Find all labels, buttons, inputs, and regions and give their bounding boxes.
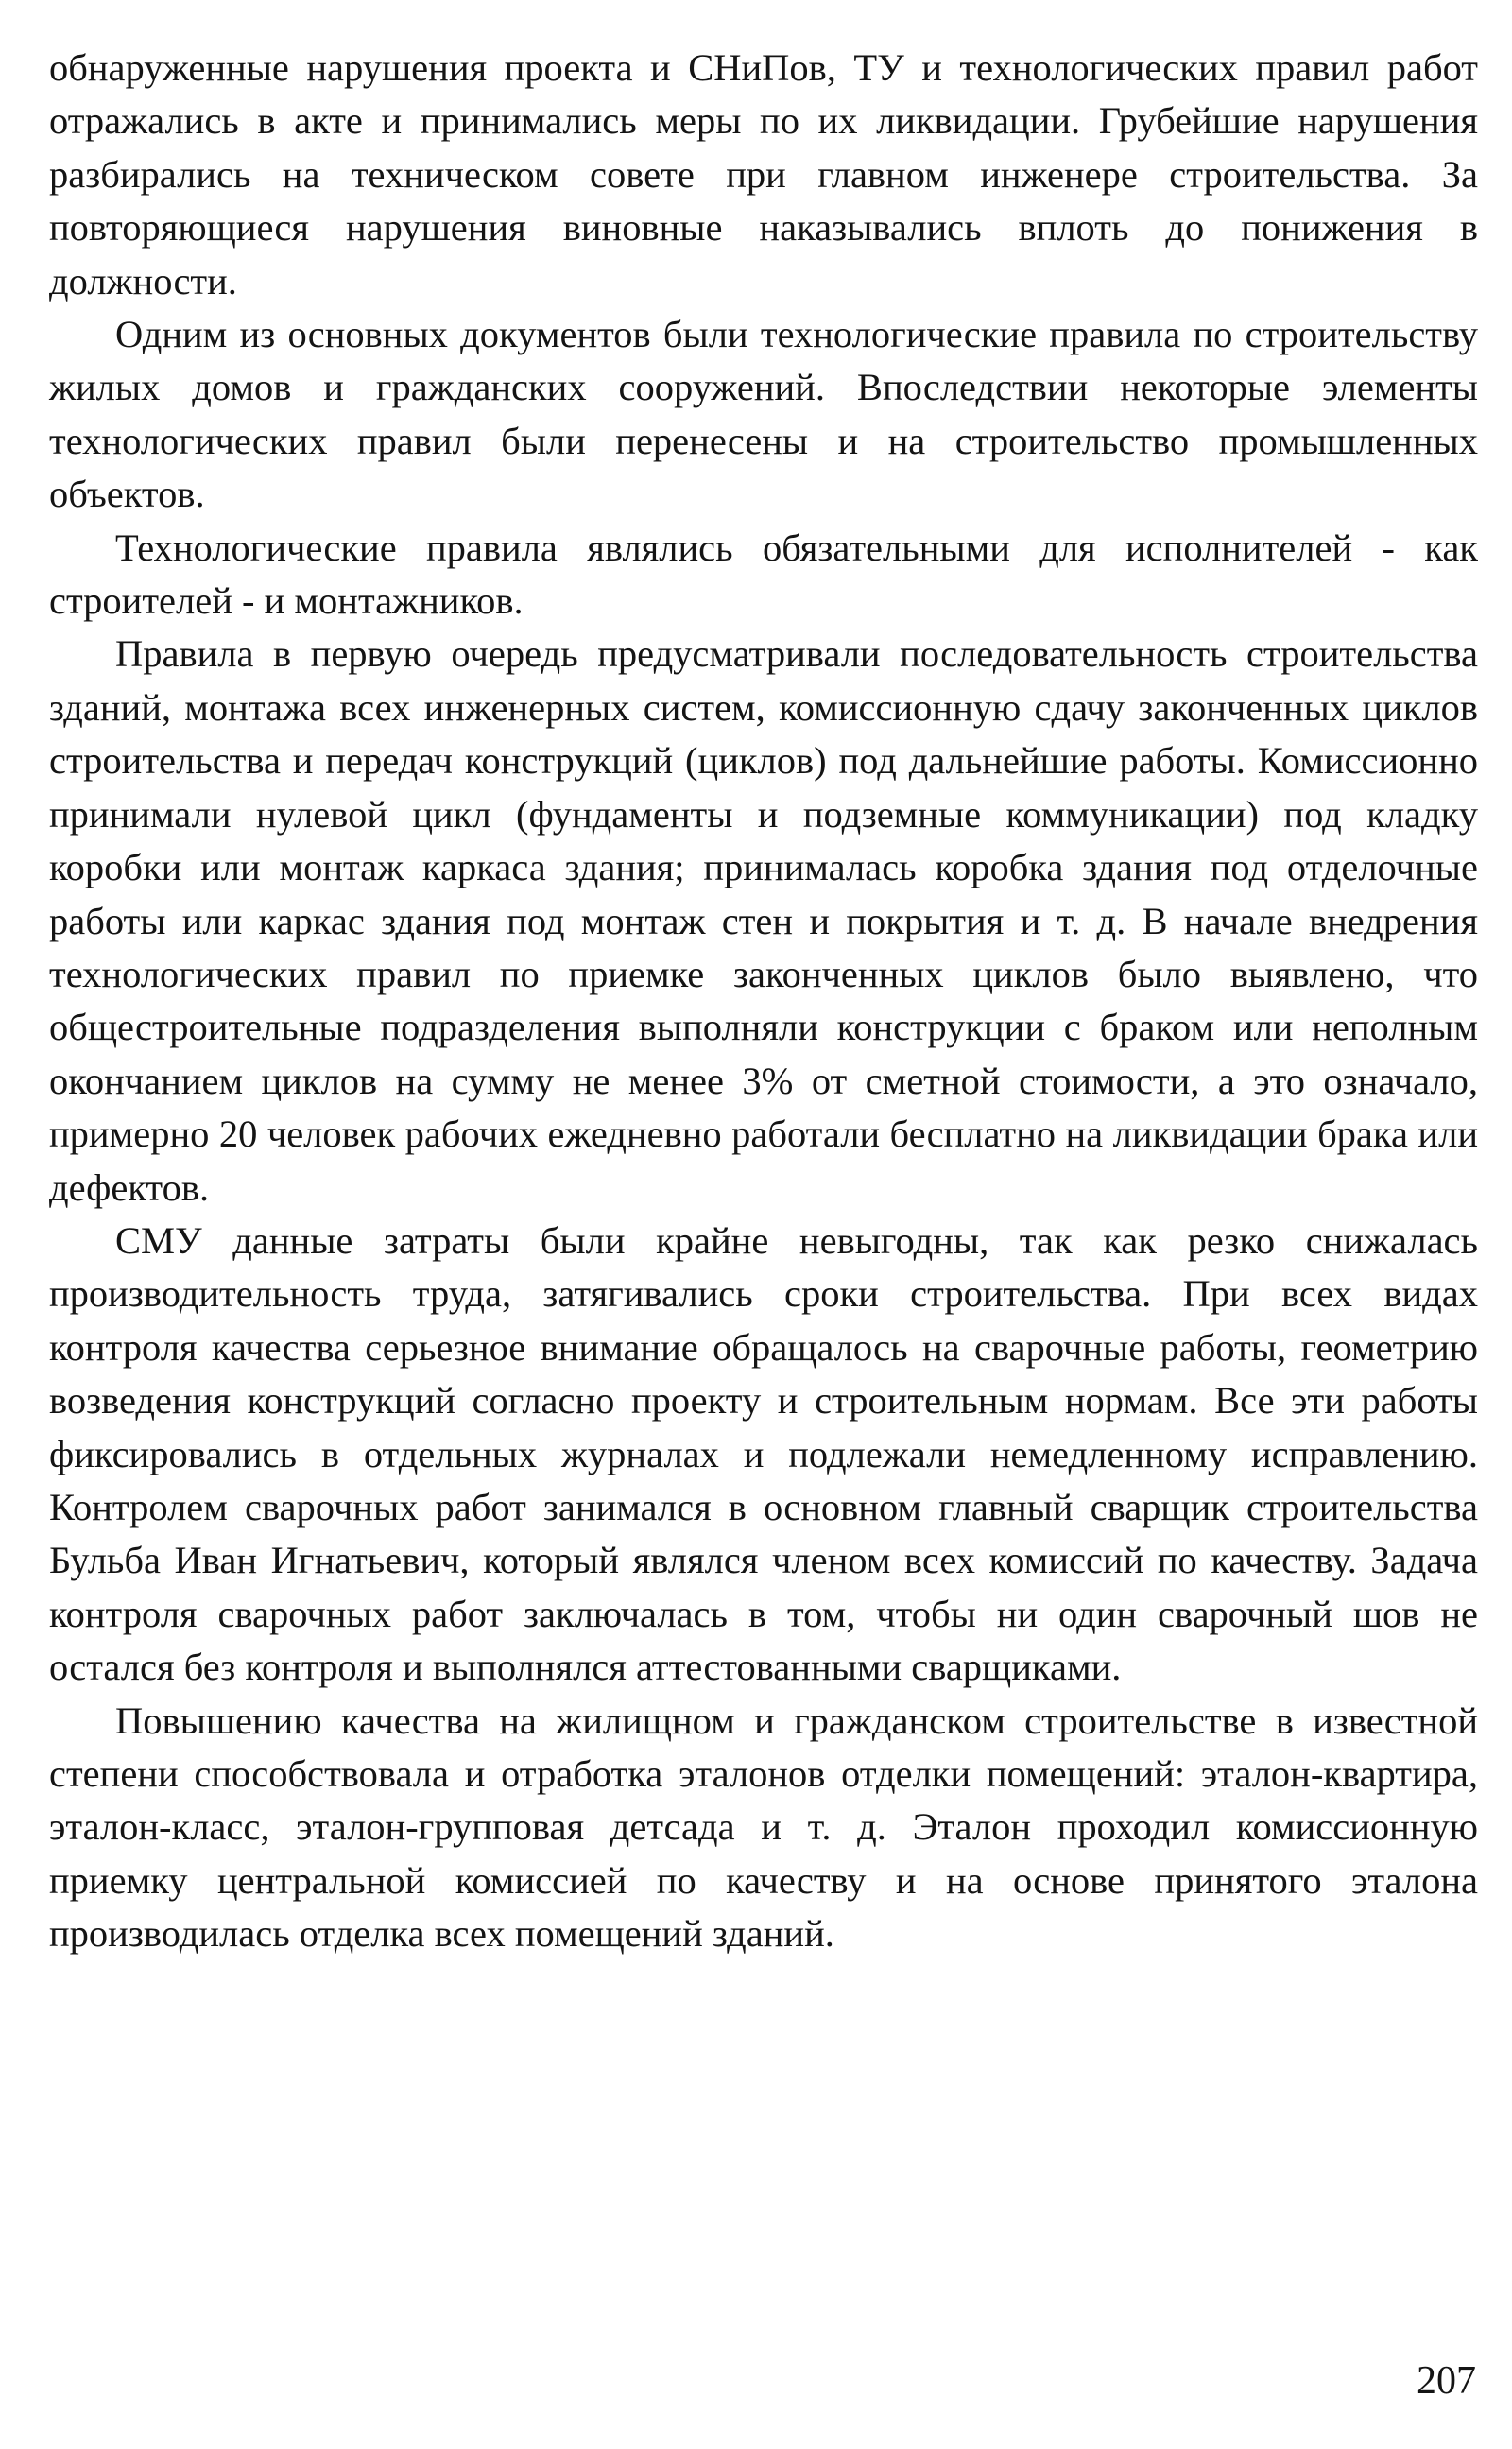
- paragraph-4: Правила в первую очередь предусматривали последовательность строительства зданий, монтажа всех инженерных систем, комиссионную сдачу законченных циклов строительства и передач конструкций (циклов) под дальнейшие работы. Комиссионно принимали нулевой цикл (фундаменты и подземные коммуникации) под кладку коробки или монтаж каркаса здания; принималась коробка здания под отделочные работы или каркас здания под монтаж стен и покрытия и т. д. В начале внедрения технологических правил по приемке законченных циклов было выявлено, что общестроительные подразделения выполняли конструкции с браком или неполным окончанием циклов на сумму не менее 3% от сметной стоимости, а это означало, примерно 20 человек рабочих ежедневно работали бесплатно на ликвидации брака или дефектов.: [49, 632, 1478, 1209]
- page-number: 207: [1417, 2359, 1476, 2403]
- paragraph-5: СМУ данные затраты были крайне невыгодны, так как резко снижалась производительность труда, затягивались сроки строительства. При всех видах контроля качества серьезное внимание обращалось на сварочные работы, геометрию возведения конструкций согласно проекту и строительным нормам. Все эти работы фиксировались в отдельных журналах и подлежали немедленному исправлению. Контролем сварочных работ занимался в основном главный сварщик строительства Бульба Иван Игнатьевич, который являлся членом всех комиссий по качеству. Задача контроля сварочных работ заключалась в том, чтобы ни один сварочный шов не остался без контроля и выполнялся аттестованными сварщиками.: [49, 1218, 1478, 1689]
- paragraph-1: обнаруженные нарушения проекта и СНиПов, ТУ и технологических правил работ отражались в акте и принимались меры по их ликвидации. Грубейшие нарушения разбирались на техническом совете при главном инженере строительства. За повторяющиеся нарушения виновные наказывались вплоть до понижения в должности.: [49, 46, 1478, 302]
- paragraph-3: Технологические правила являлись обязательными для исполнителей - как строителей - и монтажников.: [49, 526, 1478, 623]
- paragraph-2: Одним из основных документов были технологические правила по строительству жилых домов и гражданских сооружений. Впоследствии некоторые элементы технологических правил были перенесены и на строительство промышленных объектов.: [49, 313, 1478, 516]
- paragraph-6: Повышению качества на жилищном и гражданском строительстве в известной степени способствовала и отработка эталонов отделки помещений: эталон-квартира, эталон-класс, эталон-групповая детсада и т. д. Эталон проходил комиссионную приемку центральной комиссией по качеству и на основе принятого эталона производилась отделка всех помещений зданий.: [49, 1699, 1478, 1956]
- body-text: [49, 42, 1478, 1961]
